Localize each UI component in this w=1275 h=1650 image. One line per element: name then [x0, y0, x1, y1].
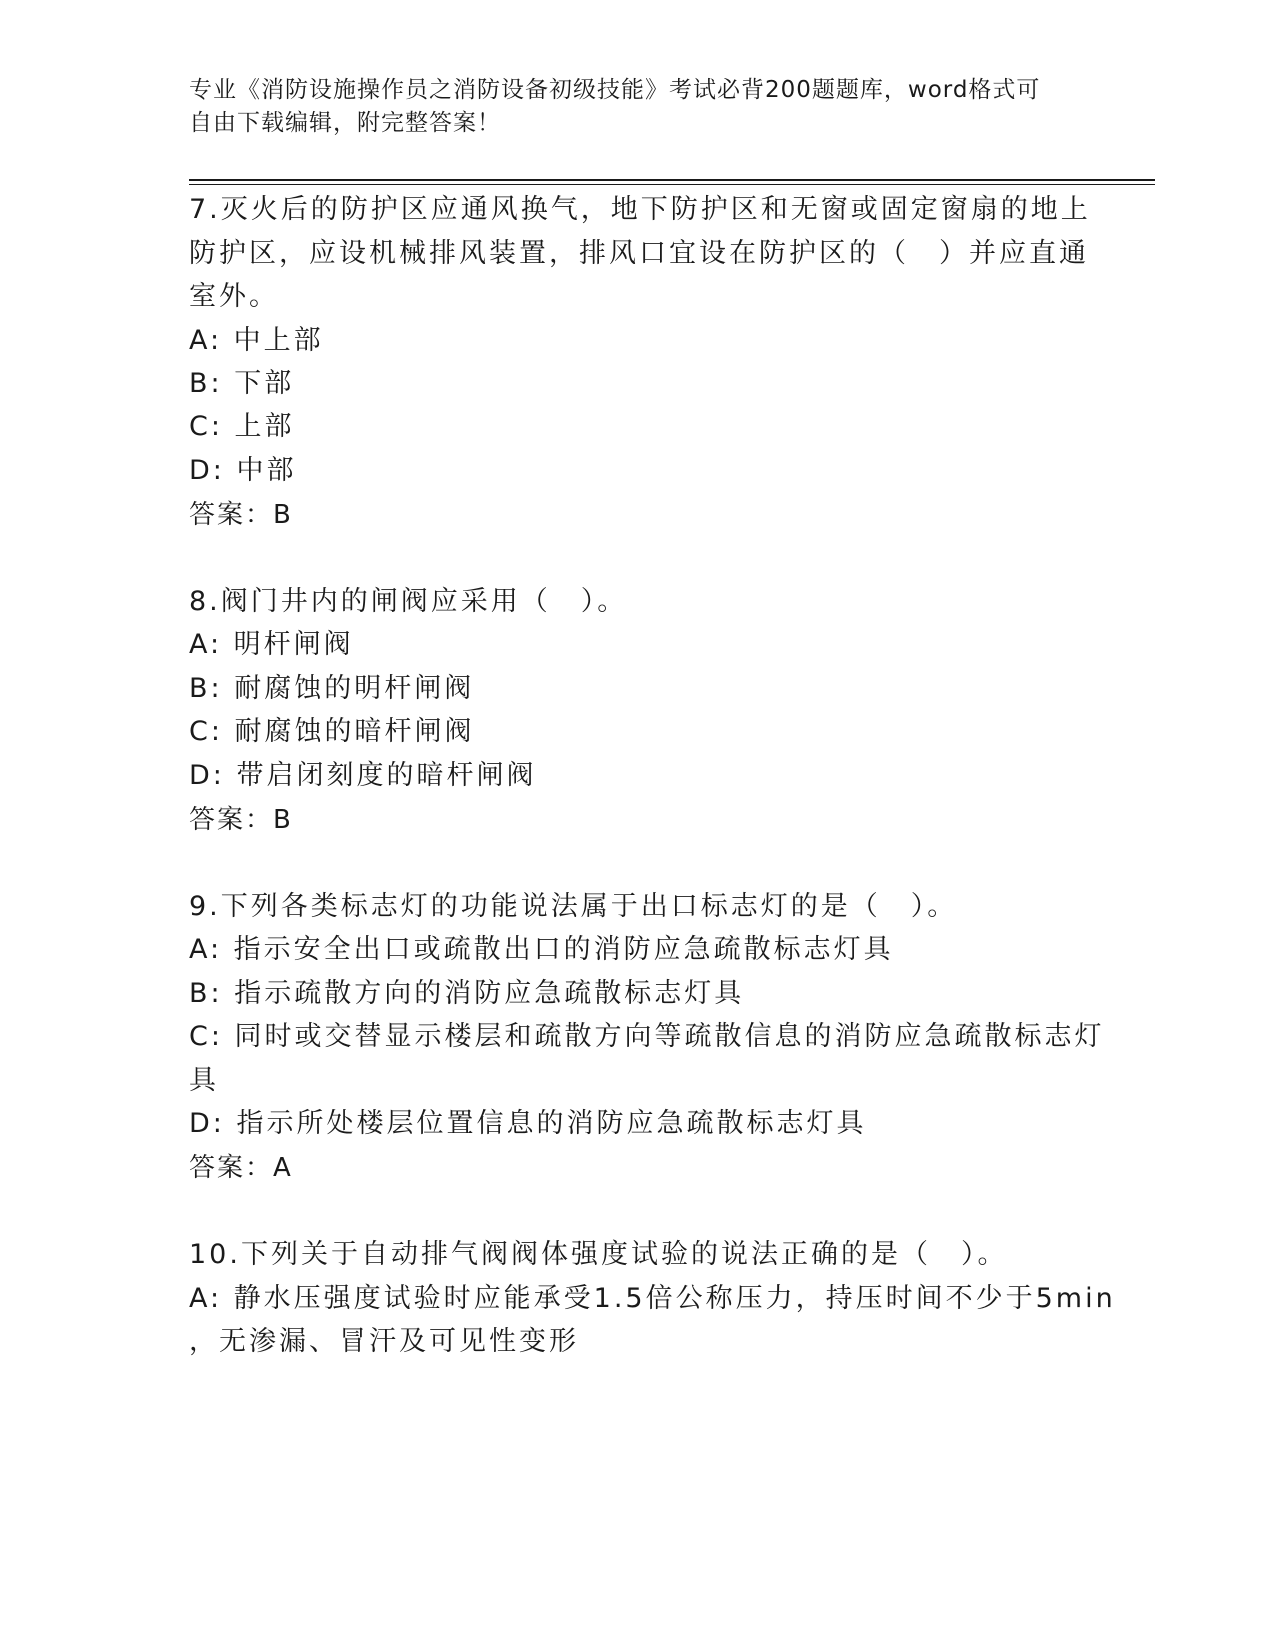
question-9-option-a: A: 指示安全出口或疏散出口的消防应急疏散标志灯具	[189, 934, 894, 965]
question-7-stem-line-1: 7.灭火后的防护区应通风换气，地下防护区和无窗或固定窗扇的地上	[189, 194, 1091, 225]
question-9-option-b: B: 指示疏散方向的消防应急疏散标志灯具	[189, 978, 745, 1009]
header-divider-thick	[189, 179, 1155, 181]
question-7-stem-line-3: 室外。	[189, 281, 279, 312]
question-9-option-d: D: 指示所处楼层位置信息的消防应急疏散标志灯具	[189, 1108, 867, 1139]
question-7-option-b: B: 下部	[189, 368, 295, 399]
document-header	[189, 74, 1069, 140]
question-9-option-c-line-2: 具	[189, 1065, 219, 1096]
question-7-option-d: D: 中部	[189, 455, 297, 486]
question-9-answer: 答案：A	[189, 1153, 293, 1183]
question-9-stem-line-1: 9.下列各类标志灯的功能说法属于出口标志灯的是（ ）。	[189, 891, 958, 922]
question-7-option-c: C: 上部	[189, 411, 295, 442]
question-7-option-a: A: 中上部	[189, 325, 324, 356]
question-8-stem-line-1: 8.阀门井内的闸阀应采用（ ）。	[189, 586, 628, 617]
question-8-option-d: D: 带启闭刻度的暗杆闸阀	[189, 760, 537, 791]
header-divider-thin	[189, 184, 1155, 185]
question-7-stem-line-2: 防护区，应设机械排风装置，排风口宜设在防护区的（ ）并应直通	[189, 238, 1089, 269]
question-8-option-b: B: 耐腐蚀的明杆闸阀	[189, 673, 475, 704]
question-8-option-c: C: 耐腐蚀的暗杆闸阀	[189, 716, 475, 747]
header-line-1: 专业《消防设施操作员之消防设备初级技能》考试必背200题题库，word格式可	[189, 77, 1041, 103]
question-8-answer: 答案：B	[189, 805, 293, 835]
question-10-stem-line-1: 10.下列关于自动排气阀阀体强度试验的说法正确的是（ ）。	[189, 1239, 1008, 1270]
question-10-option-a-line-1: A: 静水压强度试验时应能承受1.5倍公称压力，持压时间不少于5min	[189, 1283, 1116, 1314]
header-line-2: 自由下载编辑，附完整答案！	[189, 110, 501, 136]
question-8-option-a: A: 明杆闸阀	[189, 629, 354, 660]
question-7-answer: 答案：B	[189, 500, 293, 530]
question-9-option-c-line-1: C: 同时或交替显示楼层和疏散方向等疏散信息的消防应急疏散标志灯	[189, 1021, 1105, 1052]
question-10-option-a-line-2: ，无渗漏、冒汗及可见性变形	[189, 1326, 579, 1357]
